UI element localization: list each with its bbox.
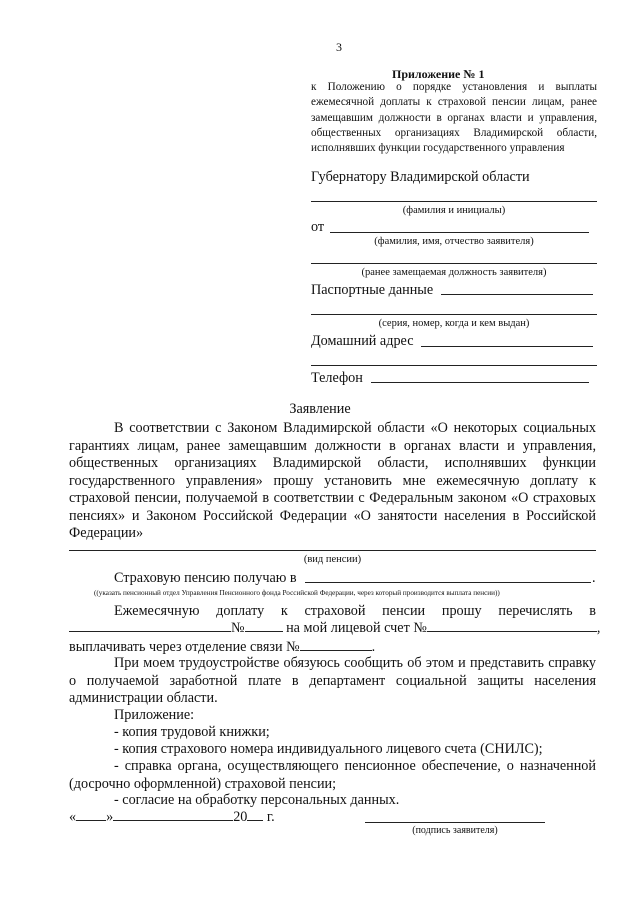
statement-body: В соответствии с Законом Владимирской области «О некоторых социальных гарантиях лицам, ранее замещавшим должности в органах власти и управления, общественных организациях Владимирской области, исполнявших функции государственного управления» прошу установить мне ежемесячную доплату к страховой пенсии, получаемой в соответствии с Федеральным законом «О страховых пенсиях» и Законом Российской Федерации «О занятости населения в Российской Федерации»	[69, 420, 596, 541]
caption-applicant: (фамилия, имя, отчество заявителя)	[374, 236, 534, 247]
from-label: от	[311, 219, 325, 235]
fio-line	[311, 201, 597, 202]
signature-line	[365, 822, 545, 823]
caption-receive: ((указать пенсионный отдел Управления Пенсионного фонда Российской Федерации, через который производится выплата пенсии))	[94, 589, 500, 597]
day-line	[76, 809, 106, 821]
statement-title: Заявление	[289, 401, 351, 417]
appendix-title: Приложение № 1	[392, 67, 485, 81]
attachment-item: - копия трудовой книжки;	[114, 724, 270, 740]
receive-line	[305, 582, 591, 583]
caption-fio: (фамилия и инициалы)	[402, 205, 506, 216]
account-line	[427, 620, 597, 632]
passport-label: Паспортные данные	[311, 282, 434, 298]
month-line	[113, 809, 233, 821]
bank-line	[69, 620, 231, 632]
passport-line-2	[311, 314, 597, 315]
obligation-text: При моем трудоустройстве обязуюсь сообщить об этом и представить справку о получаемой заработной плате в департамент социальной защиты населения администрации области.	[69, 655, 596, 706]
attachments-label: Приложение:	[114, 707, 195, 723]
attachment-item: - копия страхового номера индивидуального лицевого счета (СНИЛС);	[114, 741, 543, 757]
receive-text: Страховую пенсию получаю в	[114, 570, 297, 586]
year-line	[247, 809, 263, 821]
position-line	[311, 263, 597, 264]
addressee: Губернатору Владимирской области	[311, 169, 530, 185]
passport-line	[441, 294, 593, 295]
caption-signature: (подпись заявителя)	[412, 825, 498, 836]
attachment-item: - согласие на обработку персональных данных.	[114, 792, 400, 808]
caption-pension-type: (вид пенсии)	[303, 554, 362, 565]
caption-passport: (серия, номер, когда и кем выдан)	[378, 318, 530, 329]
date-row: « » 20 г.	[69, 809, 275, 825]
page-number: 3	[336, 40, 342, 54]
applicant-line	[330, 232, 589, 233]
bank-row: № на мой лицевой счет № ,	[69, 620, 600, 637]
phone-line	[371, 382, 589, 383]
transfer-text: Ежемесячную доплату к страховой пенсии прошу перечислять в	[114, 603, 596, 619]
appendix-text: к Положению о порядке установления и выплаты ежемесячной доплаты к страховой пенсии лицам, ранее замещавшим должности в органах власти и управления, общественных организациях Владимирской области, исполнявших функции государственного управления	[311, 81, 597, 155]
post-office-row: выплачивать через отделение связи № .	[69, 639, 376, 655]
address-line	[421, 346, 593, 347]
pension-type-line	[69, 550, 596, 551]
address-line-2	[311, 365, 597, 366]
attachment-item: - справка органа, осуществляющего пенсионное обеспечение, о назначенной (досрочно оформленной) страховой пенсии;	[69, 758, 596, 792]
phone-label: Телефон	[311, 370, 363, 386]
post-office-line	[300, 639, 372, 651]
address-label: Домашний адрес	[311, 333, 414, 349]
branch-line	[245, 620, 283, 632]
caption-position: (ранее замещаемая должность заявителя)	[361, 267, 547, 278]
